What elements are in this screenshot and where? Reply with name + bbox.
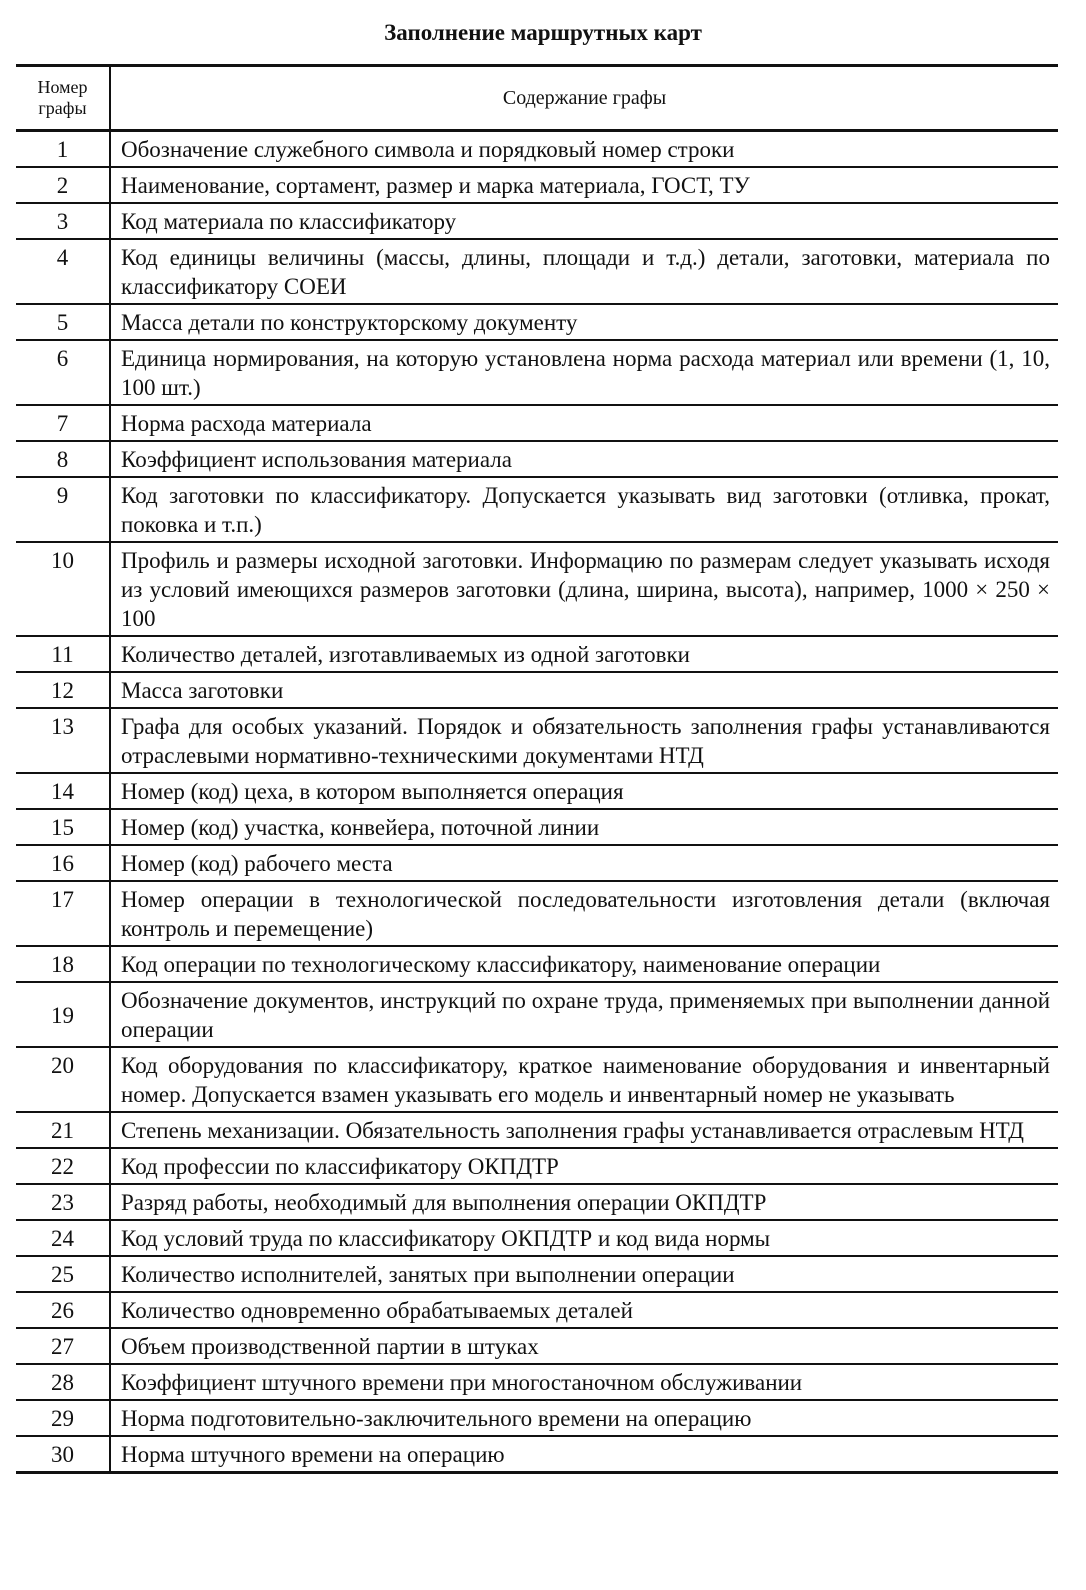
row-number: 25 <box>16 1256 110 1292</box>
row-content: Норма расхода материала <box>121 411 372 436</box>
row-number: 20 <box>16 1047 110 1112</box>
row-content: Количество деталей, изготавливаемых из одной заготовки <box>121 642 690 667</box>
table-header-row <box>16 66 1058 131</box>
table-row <box>16 405 1058 441</box>
table-row <box>16 203 1058 239</box>
row-content: Код материала по классификатору <box>121 209 457 234</box>
row-content: Норма подготовительно-заключительного времени на операцию <box>121 1406 752 1431</box>
row-number: 26 <box>16 1292 110 1328</box>
row-number: 17 <box>16 881 110 946</box>
row-number: 13 <box>16 708 110 773</box>
table-row <box>16 982 1058 1047</box>
row-number: 22 <box>16 1148 110 1184</box>
table-row <box>16 1292 1058 1328</box>
route-card-table <box>16 64 1058 1474</box>
row-number: 16 <box>16 845 110 881</box>
table-row <box>16 131 1058 168</box>
row-content: Наименование, сортамент, размер и марка материала, ГОСТ, ТУ <box>121 173 750 198</box>
row-content: Норма штучного времени на операцию <box>121 1442 505 1467</box>
column-header-number-line1: Номер <box>37 77 88 97</box>
row-number: 2 <box>16 167 110 203</box>
row-content: Коэффициент штучного времени при многостаночном обслуживании <box>121 1370 803 1395</box>
table-row <box>16 809 1058 845</box>
document-title: Заполнение маршрутных карт <box>384 20 702 45</box>
row-number: 19 <box>16 982 110 1047</box>
table-row <box>16 1148 1058 1184</box>
row-number: 29 <box>16 1400 110 1436</box>
row-number: 18 <box>16 946 110 982</box>
table-row <box>16 1184 1058 1220</box>
row-content: Разряд работы, необходимый для выполнения операции ОКПДТР <box>121 1190 767 1215</box>
table-row <box>16 708 1058 773</box>
table-row <box>16 845 1058 881</box>
row-number: 4 <box>16 239 110 304</box>
table-row <box>16 304 1058 340</box>
table-row <box>16 441 1058 477</box>
table-row <box>16 340 1058 405</box>
row-content: Код операции по технологическому классификатору, наименование операции <box>121 952 881 977</box>
row-content: Степень механизации. Обязательность заполнения графы устанавливается отраслевым НТД <box>121 1118 1024 1143</box>
table-row <box>16 1220 1058 1256</box>
row-number: 23 <box>16 1184 110 1220</box>
row-number: 21 <box>16 1112 110 1148</box>
table-row <box>16 773 1058 809</box>
row-number: 12 <box>16 672 110 708</box>
row-number: 10 <box>16 542 110 636</box>
row-content: Номер (код) рабочего места <box>121 851 393 876</box>
table-row <box>16 1400 1058 1436</box>
row-content: Номер (код) участка, конвейера, поточной линии <box>121 815 600 840</box>
row-number: 15 <box>16 809 110 845</box>
table-row <box>16 239 1058 304</box>
column-header-content: Содержание графы <box>502 86 667 109</box>
table-row <box>16 1112 1058 1148</box>
table-row <box>16 542 1058 636</box>
table-row <box>16 167 1058 203</box>
table-row <box>16 881 1058 946</box>
row-number: 24 <box>16 1220 110 1256</box>
column-header-number-line2: графы <box>38 98 87 118</box>
table-row <box>16 672 1058 708</box>
row-content: Коэффициент использования материала <box>121 447 512 472</box>
row-content: Масса заготовки <box>121 678 284 703</box>
row-number: 9 <box>16 477 110 542</box>
table-row <box>16 1047 1058 1112</box>
table-row <box>16 477 1058 542</box>
table-row <box>16 1328 1058 1364</box>
table-row <box>16 1256 1058 1292</box>
row-content: Профиль и размеры исходной заготовки. Информацию по размерам следует указывать исходя из условий имеющихся размеров заготовки (длина, ширина, высота), например, 1000 × 250 × 100 <box>121 548 1050 631</box>
table-row <box>16 946 1058 982</box>
row-content: Количество одновременно обрабатываемых деталей <box>121 1298 633 1323</box>
table-row <box>16 1436 1058 1473</box>
row-number: 6 <box>16 340 110 405</box>
row-number: 8 <box>16 441 110 477</box>
row-number: 3 <box>16 203 110 239</box>
row-content: Код условий труда по классификатору ОКПДТР и код вида нормы <box>121 1226 771 1251</box>
row-content: Код единицы величины (массы, длины, площади и т.д.) детали, заготовки, материала по классификатору СОЕИ <box>121 245 1050 299</box>
row-content: Масса детали по конструкторскому документу <box>121 310 578 335</box>
row-content: Номер (код) цеха, в котором выполняется операция <box>121 779 624 804</box>
row-number: 11 <box>16 636 110 672</box>
column-header-number <box>16 66 110 131</box>
row-content: Единица нормирования, на которую установлена норма расхода материал или времени (1, 10, 100 шт.) <box>121 346 1050 400</box>
row-number: 14 <box>16 773 110 809</box>
row-number: 27 <box>16 1328 110 1364</box>
row-number: 1 <box>16 131 110 168</box>
row-number: 5 <box>16 304 110 340</box>
row-content: Обозначение служебного символа и порядковый номер строки <box>121 137 735 162</box>
row-content: Обозначение документов, инструкций по охране труда, применяемых при выполнении данной операции <box>121 988 1050 1042</box>
row-content: Графа для особых указаний. Порядок и обязательность заполнения графы устанавливаются отраслевыми нормативно-техническими документами НТД <box>121 714 1050 768</box>
row-number: 28 <box>16 1364 110 1400</box>
row-content: Номер операции в технологической последовательности изготовления детали (включая контроль и перемещение) <box>121 887 1050 941</box>
row-content: Код оборудования по классификатору, краткое наименование оборудования и инвентарный номер. Допускается взамен указывать его модель и инвентарный номер не указывать <box>121 1053 1050 1107</box>
row-number: 7 <box>16 405 110 441</box>
row-content: Код профессии по классификатору ОКПДТР <box>121 1154 559 1179</box>
row-number: 30 <box>16 1436 110 1473</box>
table-row <box>16 1364 1058 1400</box>
row-content: Код заготовки по классификатору. Допускается указывать вид заготовки (отливка, прокат, поковка и т.п.) <box>121 483 1050 537</box>
table-row <box>16 636 1058 672</box>
row-content: Количество исполнителей, занятых при выполнении операции <box>121 1262 735 1287</box>
row-content: Объем производственной партии в штуках <box>121 1334 539 1359</box>
